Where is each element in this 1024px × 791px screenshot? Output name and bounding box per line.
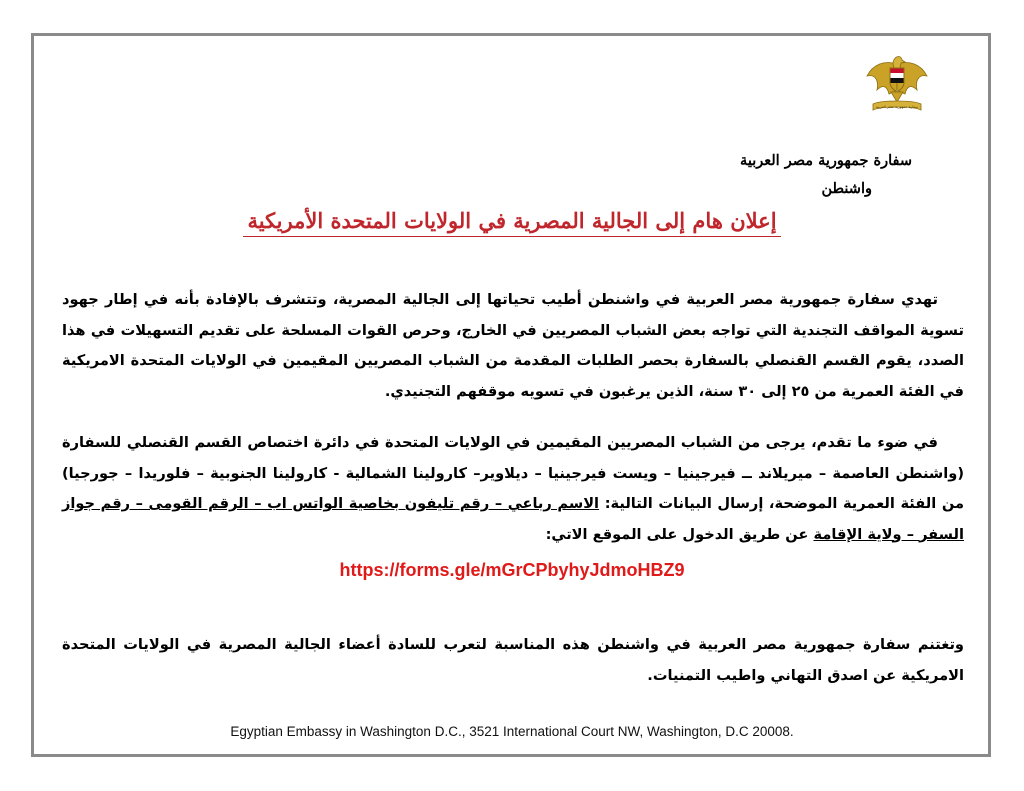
paragraph-closing — [62, 630, 964, 691]
title-text: إعلان هام إلى الجالية المصرية في الولايات المتحدة الأمريكية — [243, 208, 780, 237]
announcement-title — [0, 208, 1024, 233]
footer-address: Egyptian Embassy in Washington D.C., 3521 International Court NW, Washington, D.C 20008. — [230, 724, 794, 739]
paragraph-request — [62, 428, 964, 550]
paragraph-intro — [62, 285, 964, 407]
sender-embassy: سفارة جمهورية مصر العربية — [740, 152, 912, 169]
paragraph-closing-text: وتغتنم سفارة جمهورية مصر العربية في واشنطن هذه المناسبة لتعرب للسادة أعضاء الجالية المصرية في الولايات المتحدة الامريكية عن اصدق التهاني واطيب التمنيات. — [62, 636, 964, 684]
eagle-emblem-icon — [865, 50, 929, 116]
form-link[interactable] — [0, 560, 1024, 581]
sender-city: واشنطن — [821, 180, 872, 197]
paragraph-request-outro: عن طريق الدخول على الموقع الاتي: — [545, 525, 809, 543]
required-fields: الاسم رباعي – رقم تليفون بخاصية الواتس اب – الرقم القومى – رقم جواز السفر – ولاية الإقامة — [62, 495, 964, 543]
paragraph-request-intro: في ضوء ما تقدم، يرجى من الشباب المصريين المقيمين في الولايات المتحدة في دائرة اختصاص القسم القنصلي للسفارة (واشنطن العاصمة – ميريلاند ــ فيرجينيا – ويست فيرجينيا – ديلاوير– كارولينا الشمالية - كارولينا الجنوبية – فلوريدا – جورجيا) من الفئة العمرية الموضحة، إرسال البيانات التالية: — [62, 434, 965, 512]
paragraph-intro-text: تهدي سفارة جمهورية مصر العربية في واشنطن أطيب تحياتها إلى الجالية المصرية، وتتشرف بالإفادة بأنه في إطار جهود تسوية المواقف التجندية التي تواجه بعض الشباب المصريين في الخارج، وحرص القوات المسلحة على تقديم التسهيلات في هذا الصدد، يقوم القسم القنصلي بالسفارة بحصر الطلبات المقدمة من الشباب المصريين المقيمين في الولايات المتحدة الامريكية في الفئة العمرية من ٢٥ إلى ٣٠ سنة، الذين يرغبون في تسويه موقفهم التجنيدي. — [62, 291, 964, 400]
sender-block — [740, 147, 912, 203]
svg-text:سفارة جمهورية مصر العربية: سفارة جمهورية مصر العربية — [875, 105, 919, 109]
form-link-text[interactable]: https://forms.gle/mGrCPbyhyJdmoHBZ9 — [339, 560, 685, 580]
